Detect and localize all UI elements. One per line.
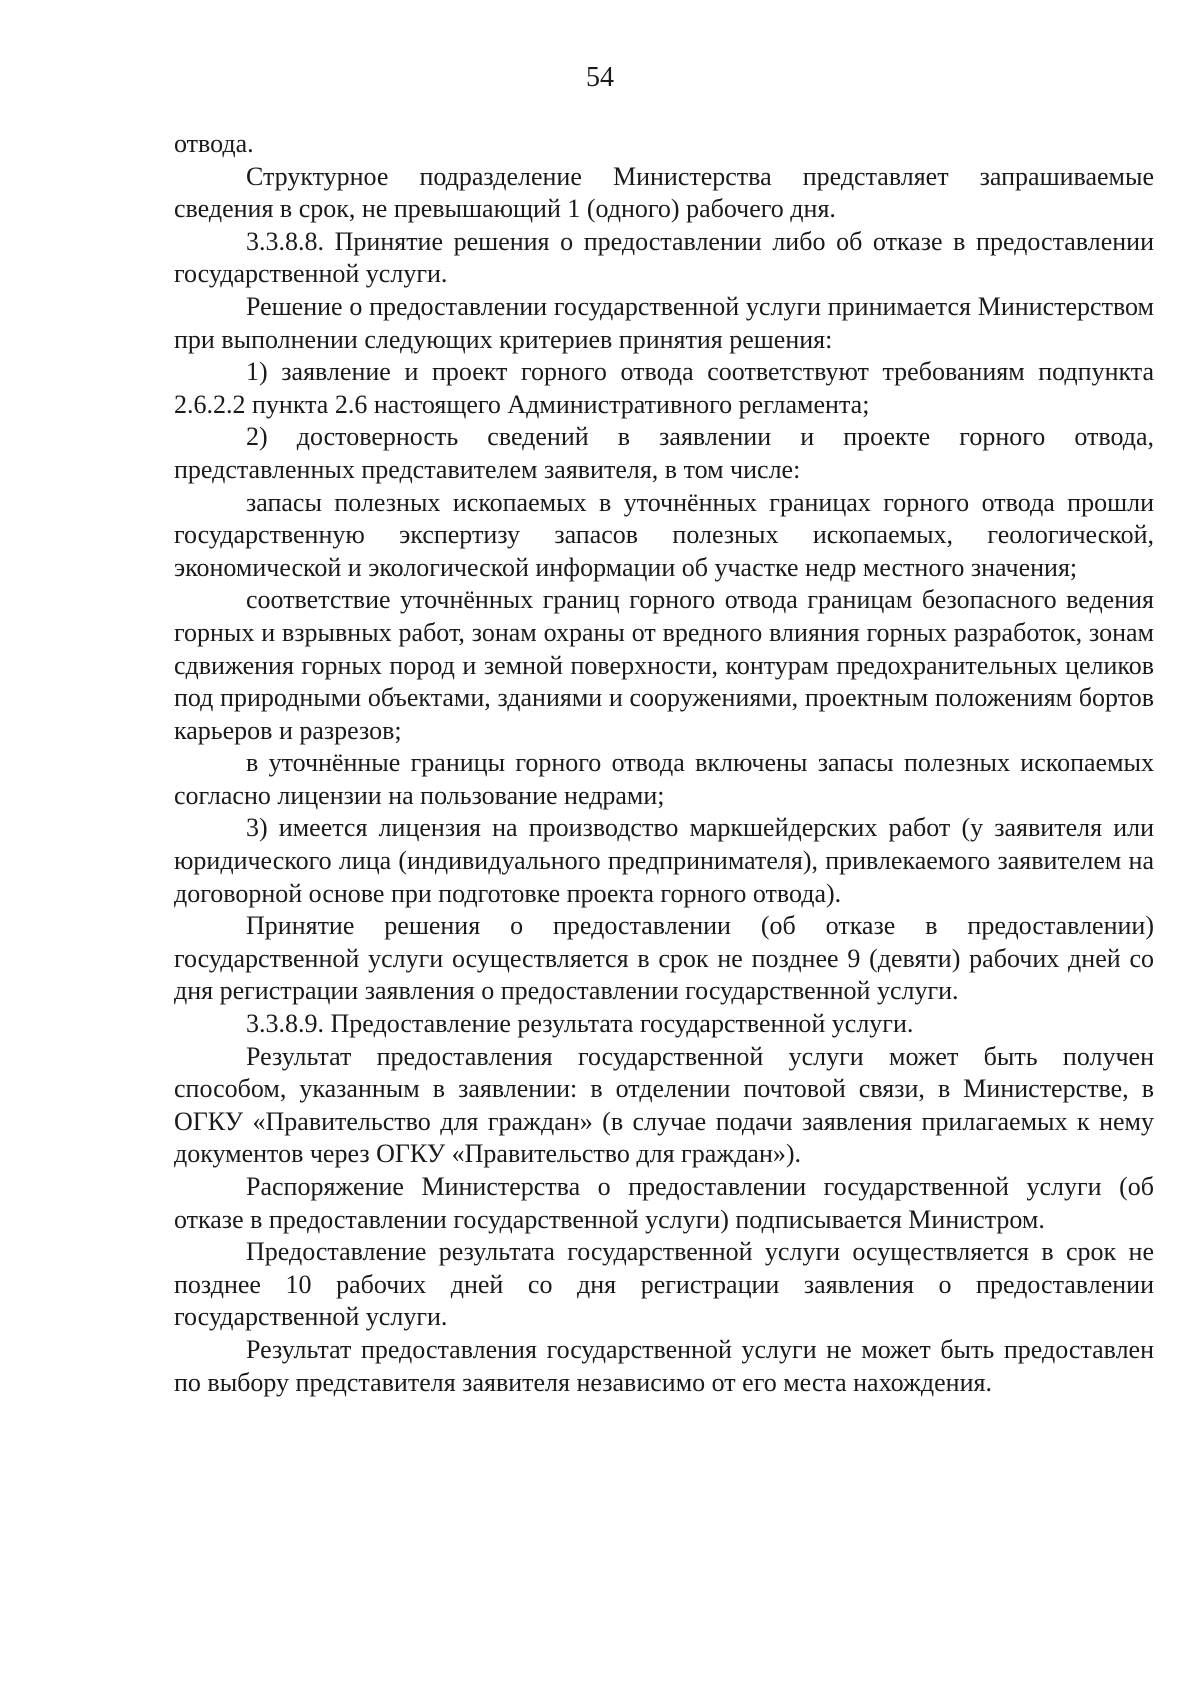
paragraph-14: Распоряжение Министерства о предоставлении государственной услуги (об отказе в предоставлении государственной услуги) подписывается Министром. bbox=[174, 1172, 1154, 1234]
paragraph-5: 1) заявление и проект горного отвода соответствуют требованиям подпункта 2.6.2.2 пункта 2.6 настоящего Административного регламента; bbox=[174, 357, 1154, 419]
paragraph-7: запасы полезных ископаемых в уточнённых границах горного отвода прошли государственную экспертизу запасов полезных ископаемых, геологической, экономической и экологической информации об участке недр местного значения; bbox=[174, 487, 1154, 582]
paragraph-12: 3.3.8.9. Предоставление результата государственной услуги. bbox=[246, 1009, 914, 1039]
paragraph-2: Структурное подразделение Министерства представляет запрашиваемые сведения в срок, не превышающий 1 (одного) рабочего дня. bbox=[174, 161, 1154, 224]
paragraph-9: в уточнённые границы горного отвода включены запасы полезных ископаемых согласно лицензии на пользование недрами; bbox=[174, 748, 1154, 810]
document-body bbox=[174, 128, 1154, 1399]
paragraph-1: отвода. bbox=[174, 129, 254, 158]
paragraph-15: Предоставление результата государственной услуги осуществляется в срок не позднее 10 рабочих дней со дня регистрации заявления о предоставлении государственной услуги. bbox=[174, 1237, 1154, 1332]
paragraph-8: соответствие уточнённых границ горного отвода границам безопасного ведения горных и взрывных работ, зонам охраны от вредного влияния горных разработок, зонам сдвижения горных пород и земной поверхности, контурам предохранительных целиков под природными объектами, зданиями и сооружениями, проектным положениям бортов карьеров и разрезов; bbox=[174, 585, 1154, 745]
paragraph-3: 3.3.8.8. Принятие решения о предоставлении либо об отказе в предоставлении государственной услуги. bbox=[174, 226, 1154, 289]
page-number: 54 bbox=[586, 62, 614, 93]
paragraph-16: Результат предоставления государственной услуги не может быть предоставлен по выбору представителя заявителя независимо от его места нахождения. bbox=[174, 1334, 1154, 1397]
paragraph-13: Результат предоставления государственной услуги может быть получен способом, указанным в заявлении: в отделении почтовой связи, в Министерстве, в ОГКУ «Правительство для граждан» (в случае подачи заявления прилагаемых к нему документов через ОГКУ «Правительство для граждан»). bbox=[174, 1041, 1154, 1169]
paragraph-6: 2) достоверность сведений в заявлении и проекте горного отвода, представленных представителем заявителя, в том числе: bbox=[174, 422, 1154, 484]
paragraph-4: Решение о предоставлении государственной услуги принимается Министерством при выполнении следующих критериев принятия решения: bbox=[174, 291, 1154, 354]
paragraph-11: Принятие решения о предоставлении (об отказе в предоставлении) государственной услуги осуществляется в срок не позднее 9 (девяти) рабочих дней со дня регистрации заявления о предоставлении государственной услуги. bbox=[174, 911, 1154, 1006]
paragraph-10: 3) имеется лицензия на производство маркшейдерских работ (у заявителя или юридического лица (индивидуального предпринимателя), привлекаемого заявителем на договорной основе при подготовке проекта горного отвода). bbox=[174, 813, 1154, 908]
